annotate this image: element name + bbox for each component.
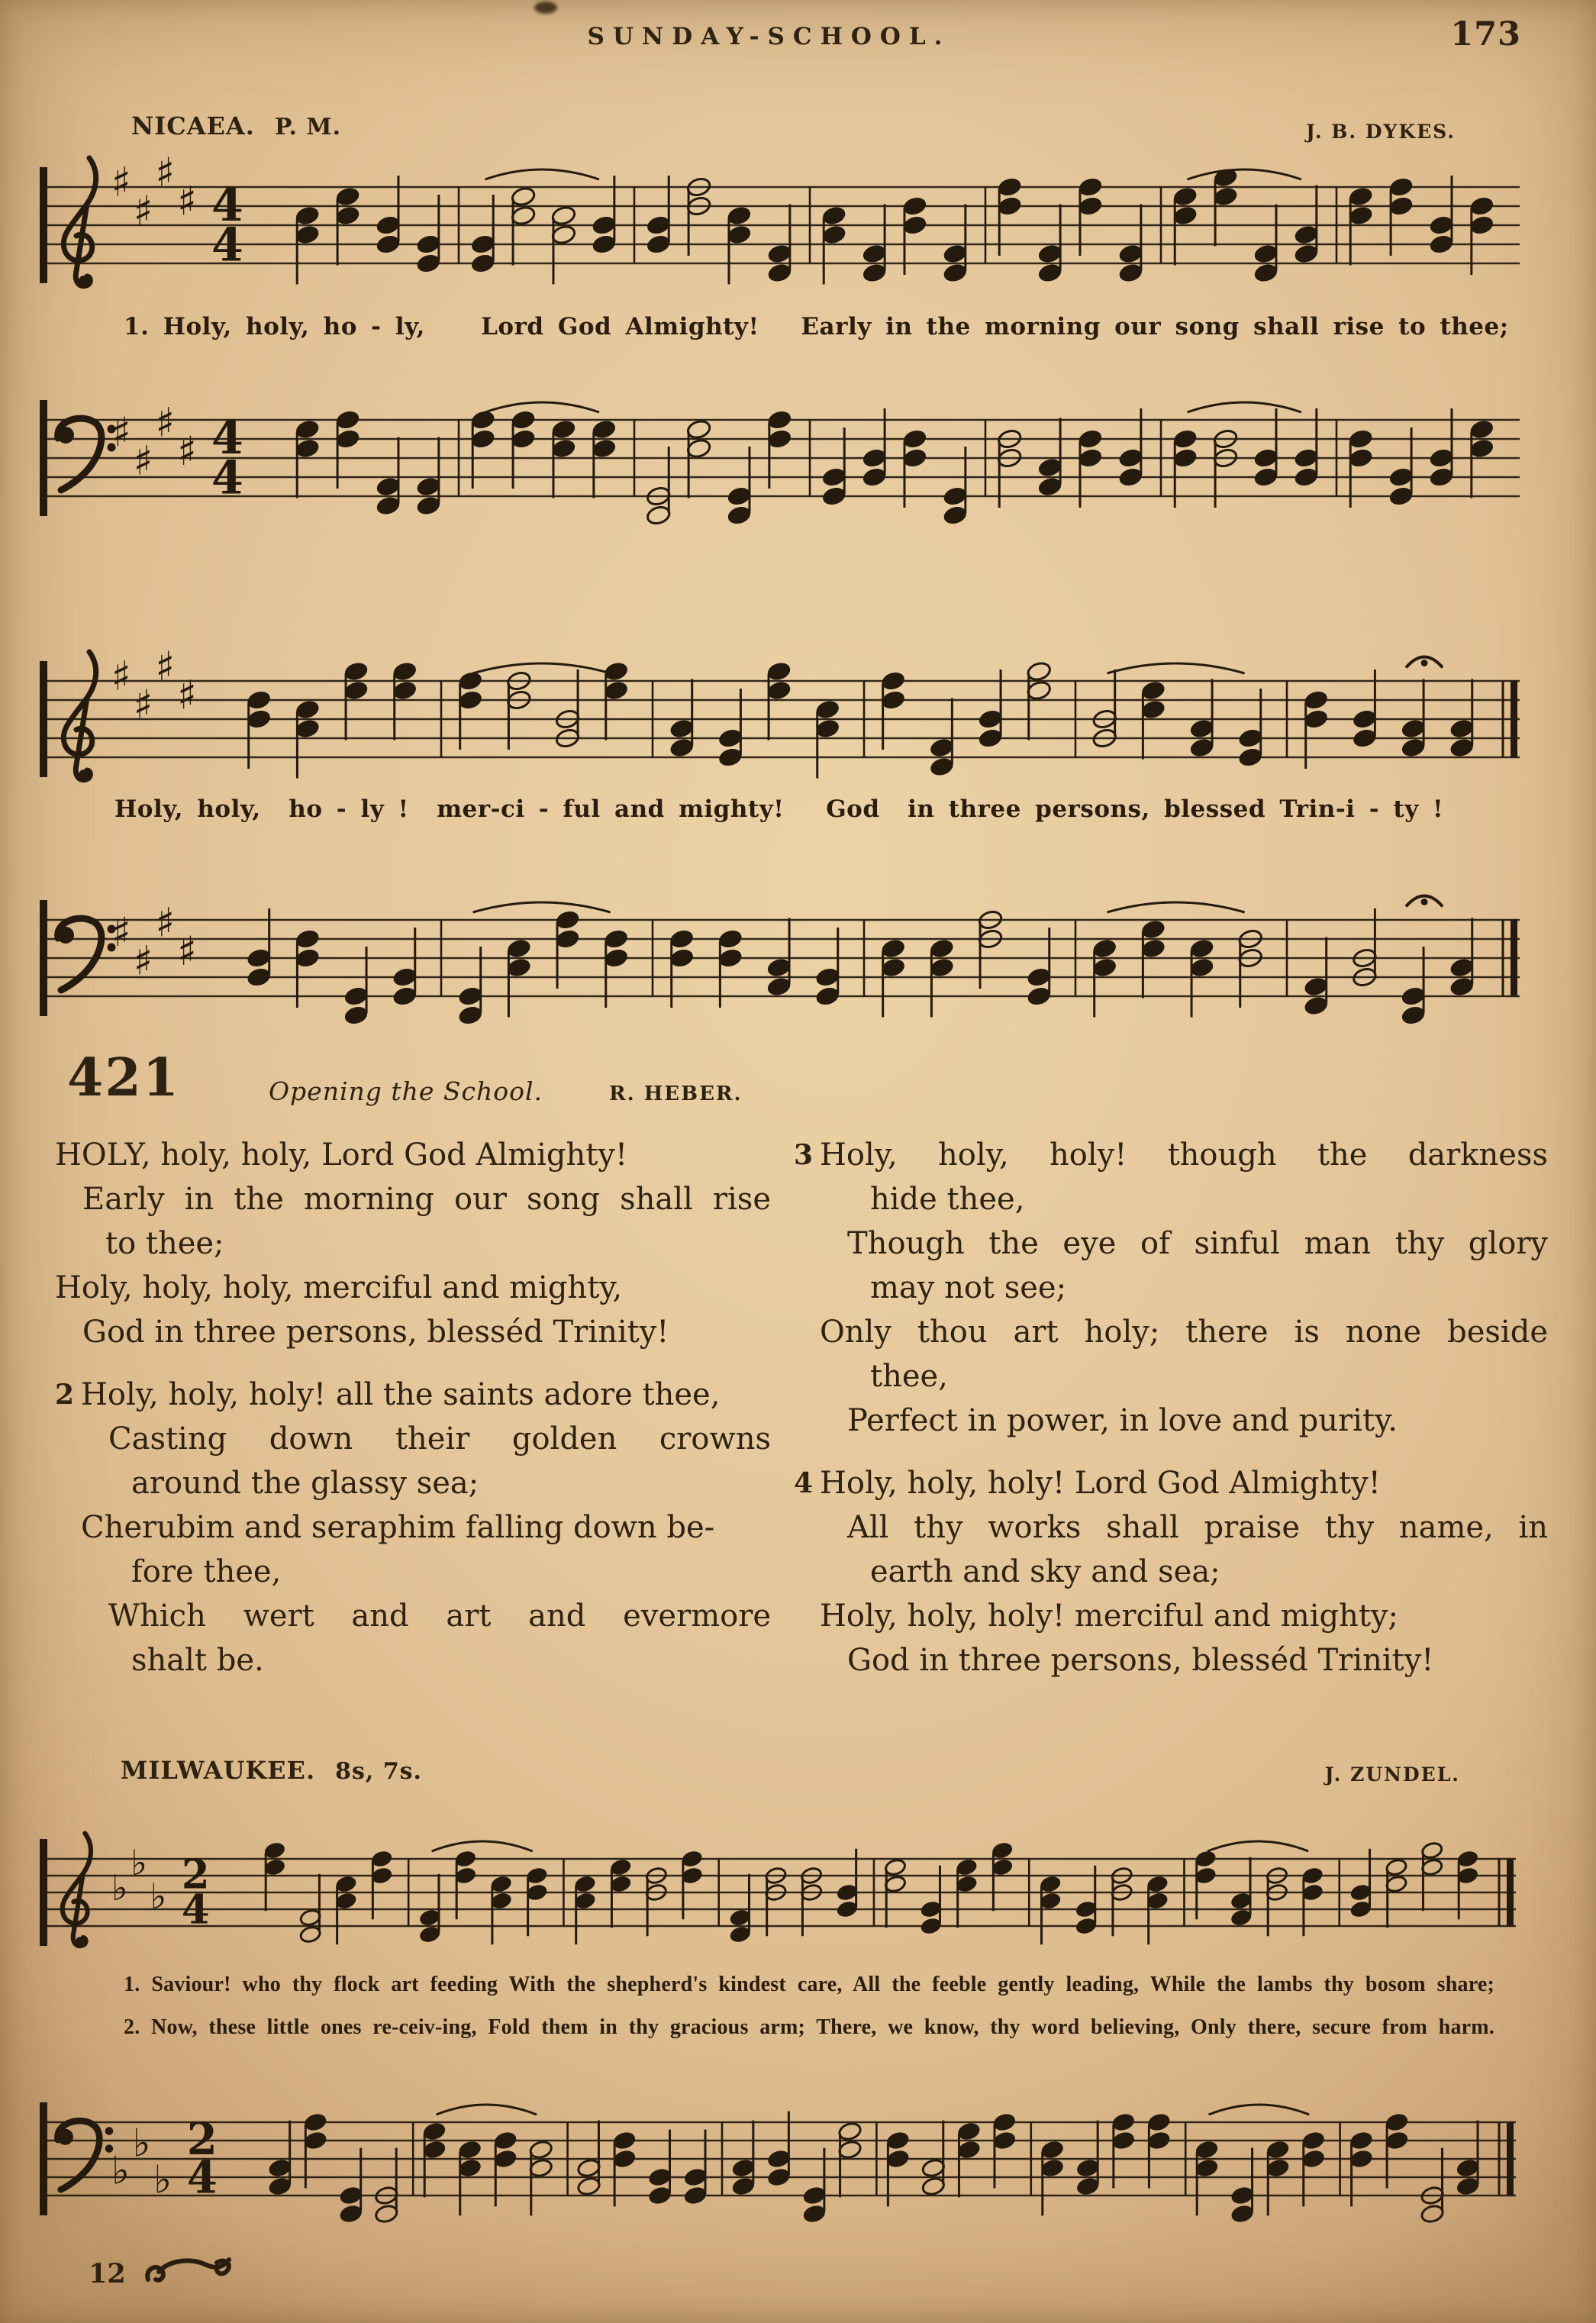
verse-line: thee,	[870, 1359, 948, 1394]
verse-line: earth and sky and sea;	[870, 1554, 1220, 1589]
svg-text:4: 4	[186, 2151, 218, 2204]
svg-text:♯: ♯	[177, 672, 197, 719]
composer-nicaea: J. B. DYKES.	[1305, 121, 1456, 143]
verse-line: shalt be.	[131, 1643, 264, 1678]
composer-milwaukee: J. ZUNDEL.	[1324, 1763, 1460, 1786]
milwaukee-header	[121, 1756, 422, 1785]
svg-text:♯: ♯	[133, 681, 153, 728]
svg-text:♭: ♭	[132, 2120, 151, 2166]
svg-text:♯: ♯	[177, 427, 197, 475]
nicaea-bass-staff-1	[32, 363, 1524, 537]
verse-column-left	[55, 1133, 771, 1701]
verse-line: Which wert and art and evermore	[108, 1599, 771, 1634]
tune-meter-nicaea: P. M.	[274, 114, 342, 140]
nicaea-bass-2-svg	[32, 866, 1524, 1044]
verse-line: Holy, holy, holy! though the darkness	[820, 1137, 1548, 1173]
milwaukee-lyric-line-1: 1. Saviour! who thy flock art feeding With the shepherd's kindest care, All the feeble gently leading, While the lambs thy bosom share;	[124, 1973, 1494, 1996]
nicaea-treble-staff-1	[32, 145, 1524, 307]
hymn-verse	[794, 1461, 1548, 1683]
hymn-verse	[794, 1133, 1548, 1443]
svg-text:♯: ♯	[155, 643, 175, 690]
nicaea-lyric-line-2: Holy, holy, ho - ly ! mer-ci - ful and mighty! God in three persons, blessed Trin-i - ty !	[114, 795, 1444, 823]
svg-text:4: 4	[211, 411, 243, 465]
swash-flourish-icon	[143, 2254, 235, 2293]
milwaukee-bass-staff	[32, 2080, 1520, 2254]
verse-column-right	[794, 1133, 1548, 1701]
verse-line: Holy, holy, holy! Lord God Almighty!	[820, 1466, 1381, 1501]
milwaukee-lyric-line-2: 2. Now, these little ones re-ceiv-ing, Fold them in thy gracious arm; There, we know, thy word believing, Only there, secure from harm.	[124, 2015, 1494, 2039]
tune-title-milwaukee: MILWAUKEE.	[121, 1756, 316, 1785]
nicaea-treble-1-svg	[32, 145, 1524, 307]
nicaea-bass-1-svg	[32, 363, 1524, 537]
verse-line: God in three persons, blesséd Trinity!	[82, 1315, 669, 1350]
verse-line: God in three persons, blesséd Trinity!	[847, 1643, 1434, 1678]
running-title: SUNDAY-SCHOOL.	[587, 23, 951, 50]
svg-text:♯: ♯	[177, 928, 197, 975]
milwaukee-bass-svg	[32, 2080, 1520, 2254]
svg-text:4: 4	[211, 451, 243, 505]
verse-line: Holy, holy, holy! all the saints adore thee,	[81, 1377, 721, 1412]
verse-number: 2	[55, 1379, 75, 1411]
footer-signature-number: 12	[89, 2258, 126, 2289]
svg-text:♯: ♯	[177, 178, 197, 225]
verse-line: Cherubim and seraphim falling down be-	[81, 1510, 715, 1545]
verse-number: 4	[794, 1467, 814, 1499]
milwaukee-treble-staff	[32, 1825, 1520, 1981]
verse-line: Only thou art holy; there is none beside	[820, 1315, 1548, 1350]
svg-text:♯: ♯	[155, 899, 175, 947]
hymn-verse	[55, 1133, 771, 1354]
milwaukee-treble-svg	[32, 1825, 1520, 1981]
verse-line: HOLY, holy, holy, Lord God Almighty!	[55, 1137, 628, 1173]
nicaea-lyric-line-1: 1. Holy, holy, ho - ly, Lord God Almighty! Early in the morning our song shall rise to thee;	[124, 313, 1509, 340]
svg-text:♯: ♯	[111, 408, 131, 456]
hymn-verse	[55, 1373, 771, 1683]
svg-text:4: 4	[181, 1886, 210, 1934]
verse-line: Early in the morning our song shall rise	[82, 1182, 771, 1217]
verse-line: around the glassy sea;	[131, 1466, 479, 1501]
svg-text:♯: ♯	[111, 159, 131, 206]
svg-text:♭: ♭	[131, 1841, 148, 1883]
verse-line: Holy, holy, holy, merciful and mighty,	[55, 1270, 623, 1305]
verse-line: Holy, holy, holy! merciful and mighty;	[820, 1599, 1399, 1634]
svg-text:♯: ♯	[133, 187, 153, 234]
verse-line: fore thee,	[131, 1554, 282, 1589]
ink-smudge	[534, 2, 557, 14]
hymn-author: R. HEBER.	[609, 1082, 743, 1105]
hymn-number: 421	[67, 1047, 180, 1108]
svg-text:4: 4	[211, 178, 243, 232]
verse-line: Though the eye of sinful man thy glory	[847, 1226, 1548, 1261]
hymn-caption: Opening the School.	[269, 1076, 543, 1106]
svg-text:♯: ♯	[111, 653, 131, 700]
page-number: 173	[1450, 15, 1521, 53]
svg-text:♯: ♯	[155, 149, 175, 196]
verse-line: to thee;	[105, 1226, 224, 1261]
tune-meter-milwaukee: 8s, 7s.	[335, 1758, 422, 1785]
svg-text:4: 4	[211, 218, 243, 273]
nicaea-treble-staff-2	[32, 634, 1524, 798]
svg-text:♯: ♯	[133, 437, 153, 485]
verse-line: All thy works shall praise thy name, in	[847, 1510, 1548, 1545]
verse-line: hide thee,	[870, 1182, 1025, 1217]
nicaea-bass-staff-2	[32, 866, 1524, 1044]
svg-text:♭: ♭	[111, 2147, 130, 2193]
svg-text:2: 2	[181, 1850, 210, 1899]
svg-text:♯: ♯	[155, 399, 175, 447]
nicaea-treble-2-svg	[32, 634, 1524, 798]
svg-text:♯: ♯	[111, 908, 131, 956]
svg-text:♭: ♭	[150, 1875, 167, 1917]
svg-text:♭: ♭	[153, 2157, 172, 2202]
tune-title-nicaea: NICAEA.	[131, 111, 255, 140]
svg-text:♭: ♭	[111, 1866, 128, 1908]
svg-text:2: 2	[186, 2113, 218, 2165]
verse-number: 3	[794, 1139, 814, 1171]
verse-line: Perfect in power, in love and purity.	[847, 1403, 1398, 1438]
svg-text:♯: ♯	[133, 937, 153, 985]
verse-line: may not see;	[870, 1270, 1067, 1305]
nicaea-header	[131, 111, 341, 140]
verse-line: Casting down their golden crowns	[108, 1421, 771, 1457]
